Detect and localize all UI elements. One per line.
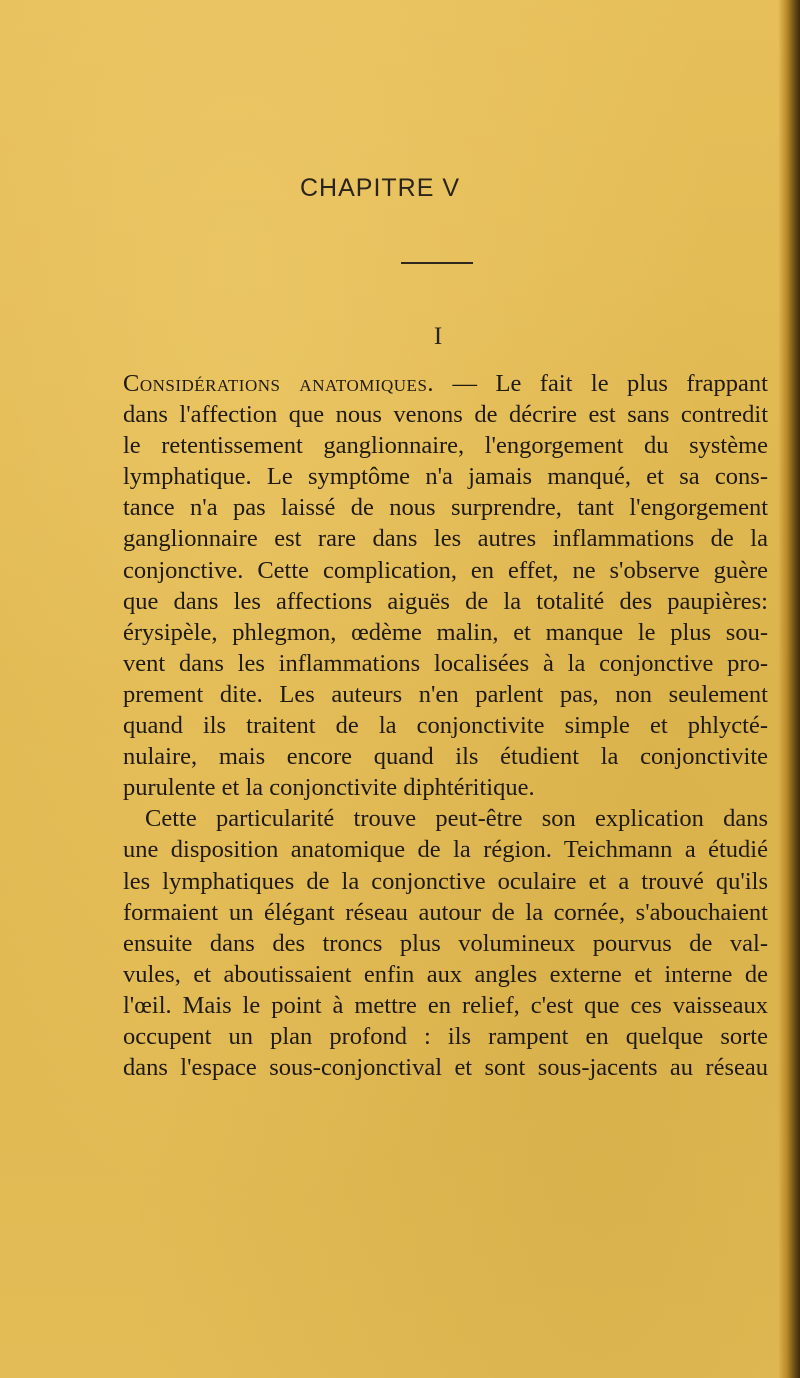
chapter-title: CHAPITRE V	[299, 174, 461, 202]
text-line: ganglionnaire est rare dans les autres inflammations de la	[123, 525, 768, 553]
text-line: dans l'affection que nous venons de décrire est sans contredit	[123, 401, 768, 429]
text-line: lymphatique. Le symptôme n'a jamais manqué, et sa cons-	[123, 463, 768, 491]
text-line: érysipèle, phlegmon, œdème malin, et manque le plus sou-	[123, 618, 768, 646]
text-line: une disposition anatomique de la région. Teichmann a étudié	[123, 836, 768, 864]
text-line: vent dans les inflammations localisées à la conjonctive pro-	[123, 649, 768, 677]
text-line: Cette particularité trouve peut-être son explication dans	[145, 805, 768, 833]
section-number: I	[433, 323, 443, 350]
text-line: conjonctive. Cette complication, en effet, ne s'observe guère	[123, 556, 768, 584]
text-line: le retentissement ganglionnaire, l'engorgement du système	[123, 432, 768, 460]
text-line: prement dite. Les auteurs n'en parlent pas, non seulement	[123, 680, 768, 708]
text-line: que dans les affections aiguës de la totalité des paupières:	[123, 587, 768, 615]
text-line: quand ils traitent de la conjonctivite simple et phlycté-	[123, 712, 768, 740]
text-line: les lymphatiques de la conjonctive oculaire et a trouvé qu'ils	[123, 867, 768, 895]
text-line-content: — Le fait le plus frappant	[434, 370, 768, 397]
page-edge-shadow	[778, 0, 800, 1378]
text-line: occupent un plan profond : ils rampent en quelque sorte	[123, 1022, 768, 1050]
text-line: l'œil. Mais le point à mettre en relief, c'est que ces vaisseaux	[123, 991, 768, 1019]
text-line: purulente et la conjonctivite diphtéritique.	[123, 774, 535, 802]
title-rule	[401, 262, 473, 264]
body-text	[123, 368, 768, 1083]
text-line: dans l'espace sous-conjonctival et sont sous-jacents au réseau	[123, 1054, 768, 1082]
section-heading: Considérations anatomiques.	[123, 370, 435, 397]
text-line: vules, et aboutissaient enfin aux angles externe et interne de	[123, 960, 768, 988]
text-line: ensuite dans des troncs plus volumineux pourvus de val-	[123, 929, 768, 957]
text-line	[123, 368, 768, 399]
text-line: formaient un élégant réseau autour de la cornée, s'abouchaient	[123, 898, 768, 926]
text-line: nulaire, mais encore quand ils étudient la conjonctivite	[123, 743, 768, 771]
text-line: tance n'a pas laissé de nous surprendre, tant l'engorgement	[123, 494, 768, 522]
